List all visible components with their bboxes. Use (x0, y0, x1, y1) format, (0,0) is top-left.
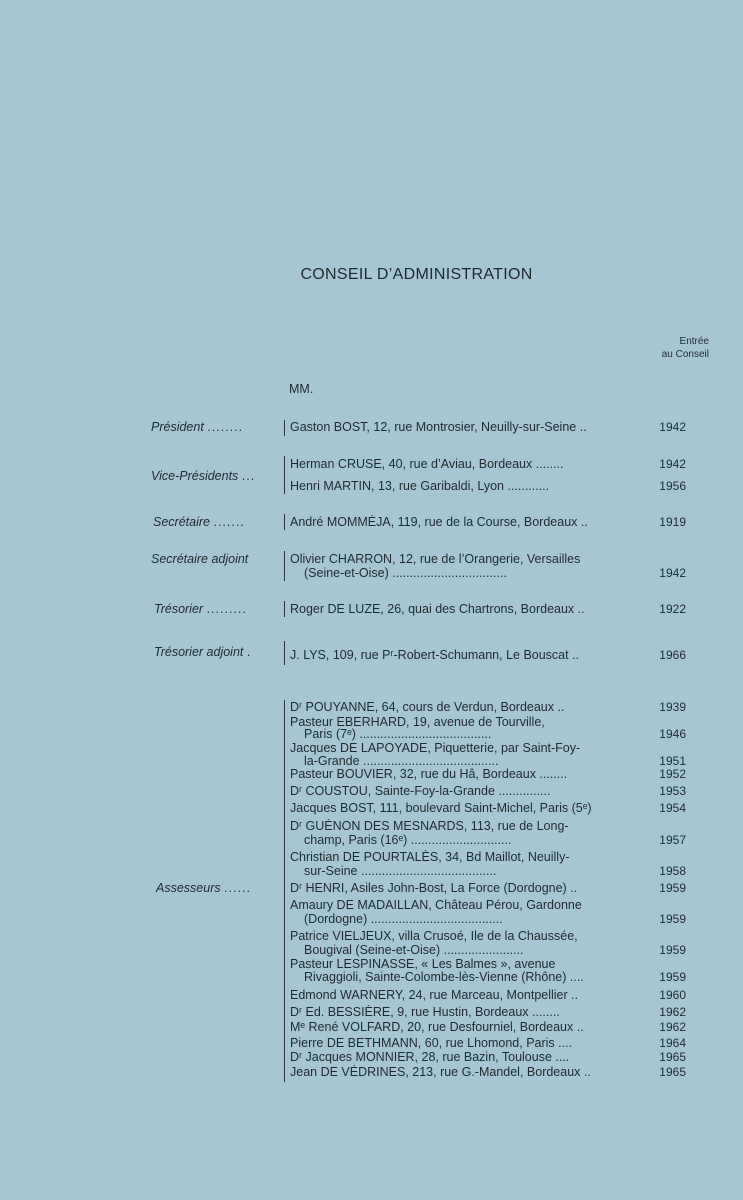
entry-text: sur-Seine ....................................... (304, 864, 497, 878)
entry-text: Jean DE VÉDRINES, 213, rue G.-Mandel, Bordeaux .. (290, 1065, 591, 1079)
entry-text: Edmond WARNERY, 24, rue Marceau, Montpellier .. (290, 988, 579, 1002)
bracket-assesseurs (284, 700, 285, 1082)
entry-year: 1942 (659, 566, 686, 580)
entry-text: Dʳ Ed. BESSIÈRE, 9, rue Hustin, Bordeaux ........ (290, 1005, 560, 1019)
bracket-vice-presidents (284, 456, 285, 494)
entry-year: 1959 (659, 881, 686, 895)
entry-text: Olivier CHARRON, 12, rue de l’Orangerie, Versailles (290, 552, 581, 566)
role-tresorier-adjoint: Trésorier adjoint . (154, 645, 252, 659)
entry-text: (Seine-et-Oise) ................................. (304, 566, 507, 580)
entry-text: Pierre DE BETHMANN, 60, rue Lhomond, Paris .... (290, 1036, 573, 1050)
entry-text: Patrice VIELJEUX, villa Crusoé, Ile de la Chaussée, (290, 929, 578, 943)
bracket-tresorier (284, 601, 285, 617)
entry-text: Jacques DE LAPOYADE, Piquetterie, par Saint-Foy- (290, 741, 581, 755)
entry-text: champ, Paris (16ᵉ) ............................. (304, 833, 512, 847)
entry-text: Dʳ POUYANNE, 64, cours de Verdun, Bordeaux .. (290, 700, 565, 714)
entry-text: Bougival (Seine-et-Oise) ....................... (304, 943, 524, 957)
entry-text: Pasteur BOUVIER, 32, rue du Hâ, Bordeaux ........ (290, 767, 568, 781)
entree-line-2: au Conseil (661, 349, 709, 360)
role-secretaire: Secrétaire ....... (153, 515, 245, 529)
mm-label: MM. (289, 382, 314, 396)
entry-year: 1951 (659, 754, 686, 768)
entry-year: 1962 (659, 1020, 686, 1034)
entry-year: 1922 (659, 602, 686, 616)
entry-text: Rivaggioli, Sainte-Colombe-lès-Vienne (Rhône) .... (304, 970, 584, 984)
role-secretaire-adjoint: Secrétaire adjoint (151, 552, 249, 566)
role-vice-presidents: Vice-Présidents ... (151, 469, 256, 483)
entry-text: Amaury DE MADAILLAN, Château Pérou, Gardonne (290, 898, 582, 912)
page-title: CONSEIL D’ADMINISTRATION (300, 266, 533, 283)
bracket-secretaire (284, 514, 285, 530)
entry-year: 1957 (659, 833, 686, 847)
entry-text: Paris (7ᵉ) ...................................... (304, 727, 492, 741)
entry-text: (Dordogne) ...................................... (304, 912, 503, 926)
entry-year: 1954 (659, 801, 686, 815)
role-president: Président ........ (151, 420, 244, 434)
entry-text: André MOMMÉJA, 119, rue de la Course, Bordeaux .. (290, 515, 588, 529)
role-assesseurs: Assesseurs ...... (156, 881, 251, 895)
entry-year: 1956 (659, 479, 686, 493)
entry-text: Herman CRUSE, 40, rue d’Aviau, Bordeaux ........ (290, 457, 564, 471)
entry-text: Dʳ GUÉNON DES MESNARDS, 113, rue de Long- (290, 819, 569, 833)
entry-text: Pasteur EBERHARD, 19, avenue de Tourville, (290, 715, 545, 729)
entry-year: 1966 (659, 648, 686, 662)
entry-text: Dʳ COUSTOU, Sainte-Foy-la-Grande ............... (290, 784, 551, 798)
entry-text: la-Grande ....................................... (304, 754, 499, 768)
entree-line-1: Entrée (679, 336, 709, 347)
entry-text: Jacques BOST, 111, boulevard Saint-Michel, Paris (5ᵉ) (290, 801, 592, 815)
entry-year: 1953 (659, 784, 686, 798)
entry-text: Christian DE POURTALÈS, 34, Bd Maillot, Neuilly- (290, 850, 570, 864)
bracket-secretaire-adjoint (284, 551, 285, 581)
entry-year: 1958 (659, 864, 686, 878)
entry-text: Mᵉ René VOLFARD, 20, rue Desfourniel, Bordeaux .. (290, 1020, 584, 1034)
entry-year: 1939 (659, 700, 686, 714)
entry-year: 1959 (659, 943, 686, 957)
bracket-president (284, 420, 285, 436)
bracket-tresorier-adjoint (284, 641, 285, 665)
entry-year: 1965 (659, 1065, 686, 1079)
entry-year: 1960 (659, 988, 686, 1002)
entry-text: Dʳ HENRI, Asiles John-Bost, La Force (Dordogne) .. (290, 881, 578, 895)
entry-year: 1942 (659, 420, 686, 434)
column-header-entree (662, 335, 709, 361)
entry-year: 1952 (659, 767, 686, 781)
entry-year: 1942 (659, 457, 686, 471)
entry-year: 1965 (659, 1050, 686, 1064)
entry-year: 1964 (659, 1036, 686, 1050)
entry-text: Gaston BOST, 12, rue Montrosier, Neuilly-sur-Seine .. (290, 420, 587, 434)
role-tresorier: Trésorier ......... (154, 602, 247, 616)
entry-year: 1946 (659, 727, 686, 741)
entry-text: Dʳ Jacques MONNIER, 28, rue Bazin, Toulouse .... (290, 1050, 570, 1064)
entry-text: Pasteur LESPINASSE, « Les Balmes », avenue (290, 957, 556, 971)
entry-year: 1919 (659, 515, 686, 529)
entry-text: Henri MARTIN, 13, rue Garibaldi, Lyon ............ (290, 479, 550, 493)
entry-text: Roger DE LUZE, 26, quai des Chartrons, Bordeaux .. (290, 602, 585, 616)
entry-year: 1962 (659, 1005, 686, 1019)
entry-year: 1959 (659, 970, 686, 984)
entry-text: J. LYS, 109, rue Pʳ-Robert-Schumann, Le Bouscat .. (290, 648, 580, 662)
entry-year: 1959 (659, 912, 686, 926)
